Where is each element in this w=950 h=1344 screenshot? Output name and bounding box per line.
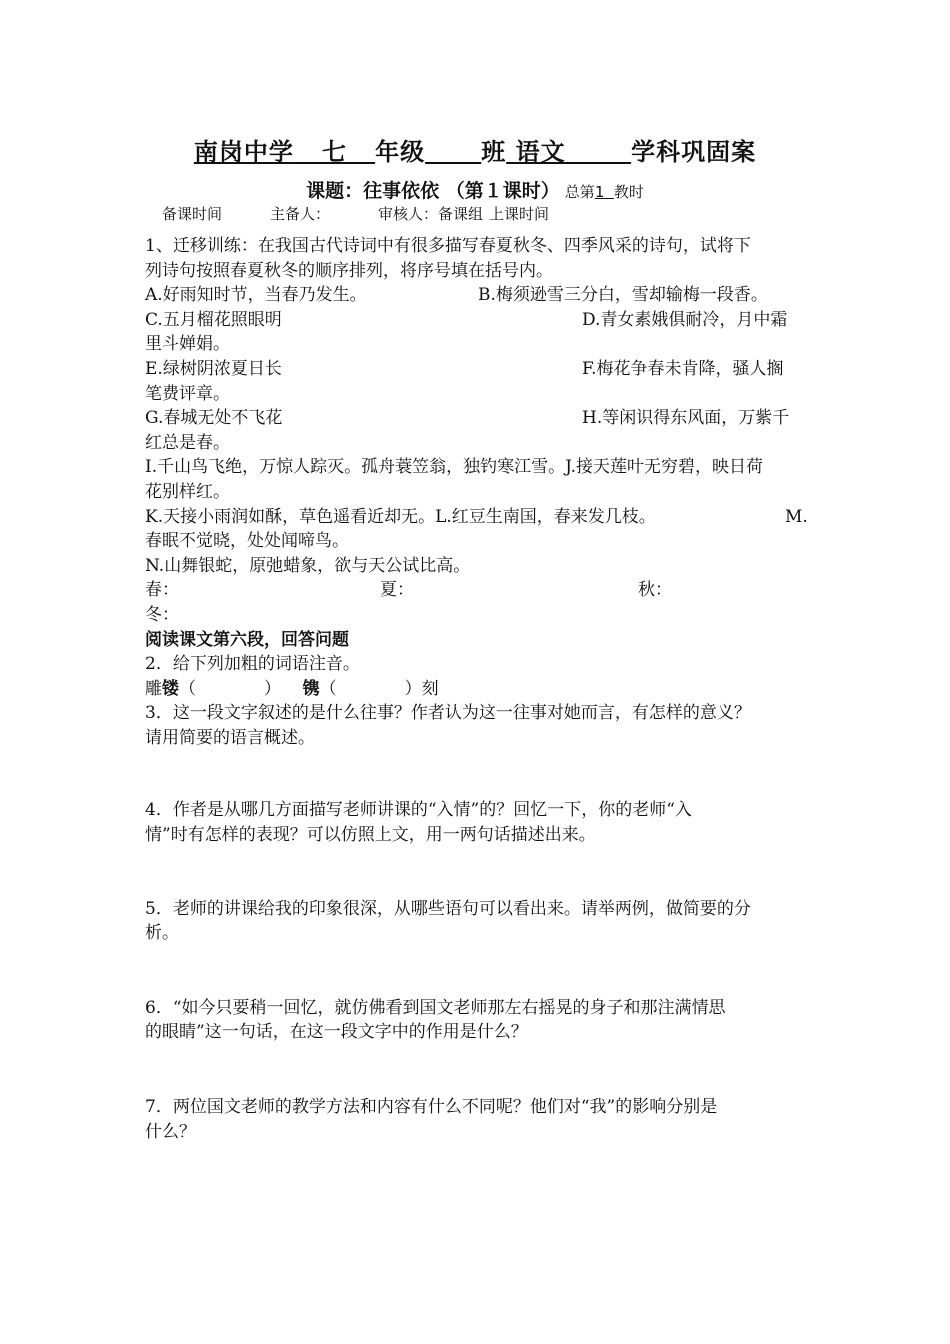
grade-label: 年级 xyxy=(375,138,426,166)
school-name: 南岗中学 xyxy=(193,138,294,166)
q1-row-ef xyxy=(145,357,810,382)
subject-blank: 语文 xyxy=(515,138,566,166)
meta-line xyxy=(162,203,597,224)
q6-text-2: 的眼睛”这一句话，在这一段文字中的作用是什么？ xyxy=(145,1022,528,1043)
poem-m-label: M. xyxy=(785,506,808,527)
preparer-label: 主备人： xyxy=(270,205,331,223)
poem-kl: K.天接小雨润如酥，草色遥看近却无。L.红豆生南国，春来发几枝。 xyxy=(145,506,656,527)
q3-answer-space xyxy=(145,750,810,798)
q3-text-2: 请用简要的语言概述。 xyxy=(145,727,315,748)
poem-n: N.山舞银蛇，原弛蜡象，欲与天公试比高。 xyxy=(145,555,471,576)
poem-g: G.春城无处不飞花 xyxy=(145,408,283,429)
class-label: 班 xyxy=(481,138,507,166)
season-winter: 冬： xyxy=(145,604,179,625)
q6-text-1: 6．“如今只要稍一回忆，就仿佛看到国文老师那左右摇晃的身子和那注满情思 xyxy=(145,997,726,1018)
lesson-title: 课题：往事依依 （第１课时） xyxy=(306,180,560,202)
poem-d: D.青女素娥俱耐冷，月中霜 xyxy=(582,309,788,330)
grade-blank: 七 xyxy=(322,138,347,166)
poem-h: H.等闲识得东风面，万紫千 xyxy=(582,408,790,429)
reading-heading: 阅读课文第六段，回答问题 xyxy=(145,629,349,650)
season-row xyxy=(145,578,810,603)
prep-time-label: 备课时间 xyxy=(162,205,223,223)
poem-j-cont: 花别样红。 xyxy=(145,481,230,502)
worksheet-title xyxy=(0,132,950,167)
q4-text-1: 4．作者是从哪几方面描写老师讲课的“入情”的？回忆一下，你的老师“入 xyxy=(145,800,692,821)
total-lessons: 总第1 教时 xyxy=(564,183,644,201)
q4-text-2: 情”时有怎样的表现？可以仿照上文，用一两句话描述出来。 xyxy=(145,825,596,846)
q5-text-1: 5．老师的讲课给我的印象很深，从哪些语句可以看出来。请举两例，做简要的分 xyxy=(145,898,751,919)
worksheet-body xyxy=(145,234,810,1144)
q5-answer-space xyxy=(145,946,810,996)
q1-row-klm xyxy=(145,505,810,530)
season-spring: 春： xyxy=(145,580,179,601)
poem-d-cont: 里斗婵娟。 xyxy=(145,334,230,355)
poem-ij: I.千山鸟飞绝，万惊人踪灭。孤舟蓑笠翁，独钓寒江雪。J.接天莲叶无穷碧，映日荷 xyxy=(145,457,764,478)
q6-answer-space xyxy=(145,1045,810,1095)
reviewer-label: 审核人：备课组 xyxy=(378,205,484,223)
q3-text-1: 3．这一段文字叙述的是什么往事？作者认为这一往事对她而言，有怎样的意义？ xyxy=(145,703,751,724)
poem-b: B.梅须逊雪三分白，雪却输梅一段香。 xyxy=(478,285,768,306)
lesson-line xyxy=(0,176,950,203)
season-summer: 夏： xyxy=(380,580,414,601)
season-autumn: 秋： xyxy=(638,580,672,601)
q1-row-cd xyxy=(145,308,810,333)
poem-f-cont: 笔费评章。 xyxy=(145,383,230,404)
q7-text-1: 7．两位国文老师的教学方法和内容有什么不同呢？他们对“我”的影响分别是 xyxy=(145,1097,718,1118)
class-blank xyxy=(425,138,481,166)
poem-h-cont: 红总是春。 xyxy=(145,432,230,453)
q5-text-2: 析。 xyxy=(145,923,179,944)
q1-intro-1: 1、迁移训练：在我国古代诗词中有很多描写春夏秋冬、四季风采的诗句，试将下 xyxy=(145,236,751,256)
q1-row-gh xyxy=(145,406,810,431)
q2-words: 雕镂（ ） 镌（ ）刻 xyxy=(145,678,439,699)
q7-text-2: 什么？ xyxy=(145,1121,196,1142)
poem-c: C.五月榴花照眼明 xyxy=(145,309,282,330)
q2-text: 2．给下列加粗的词语注音。 xyxy=(145,654,360,675)
title-suffix: 学科巩固案 xyxy=(631,138,757,166)
poem-e: E.绿树阴浓夏日长 xyxy=(145,358,282,379)
poem-m: 春眠不觉晓，处处闻啼鸟。 xyxy=(145,531,349,552)
q1-intro-2: 列诗句按照春夏秋冬的顺序排列，将序号填在括号内。 xyxy=(145,260,553,281)
class-time-label: 上课时间 xyxy=(489,205,550,223)
poem-f: F.梅花争春未肯降，骚人搁 xyxy=(582,358,784,379)
q4-answer-space xyxy=(145,848,810,897)
q1-row-ab xyxy=(145,283,810,308)
poem-a: A.好雨知时节，当春乃发生。 xyxy=(145,285,367,306)
